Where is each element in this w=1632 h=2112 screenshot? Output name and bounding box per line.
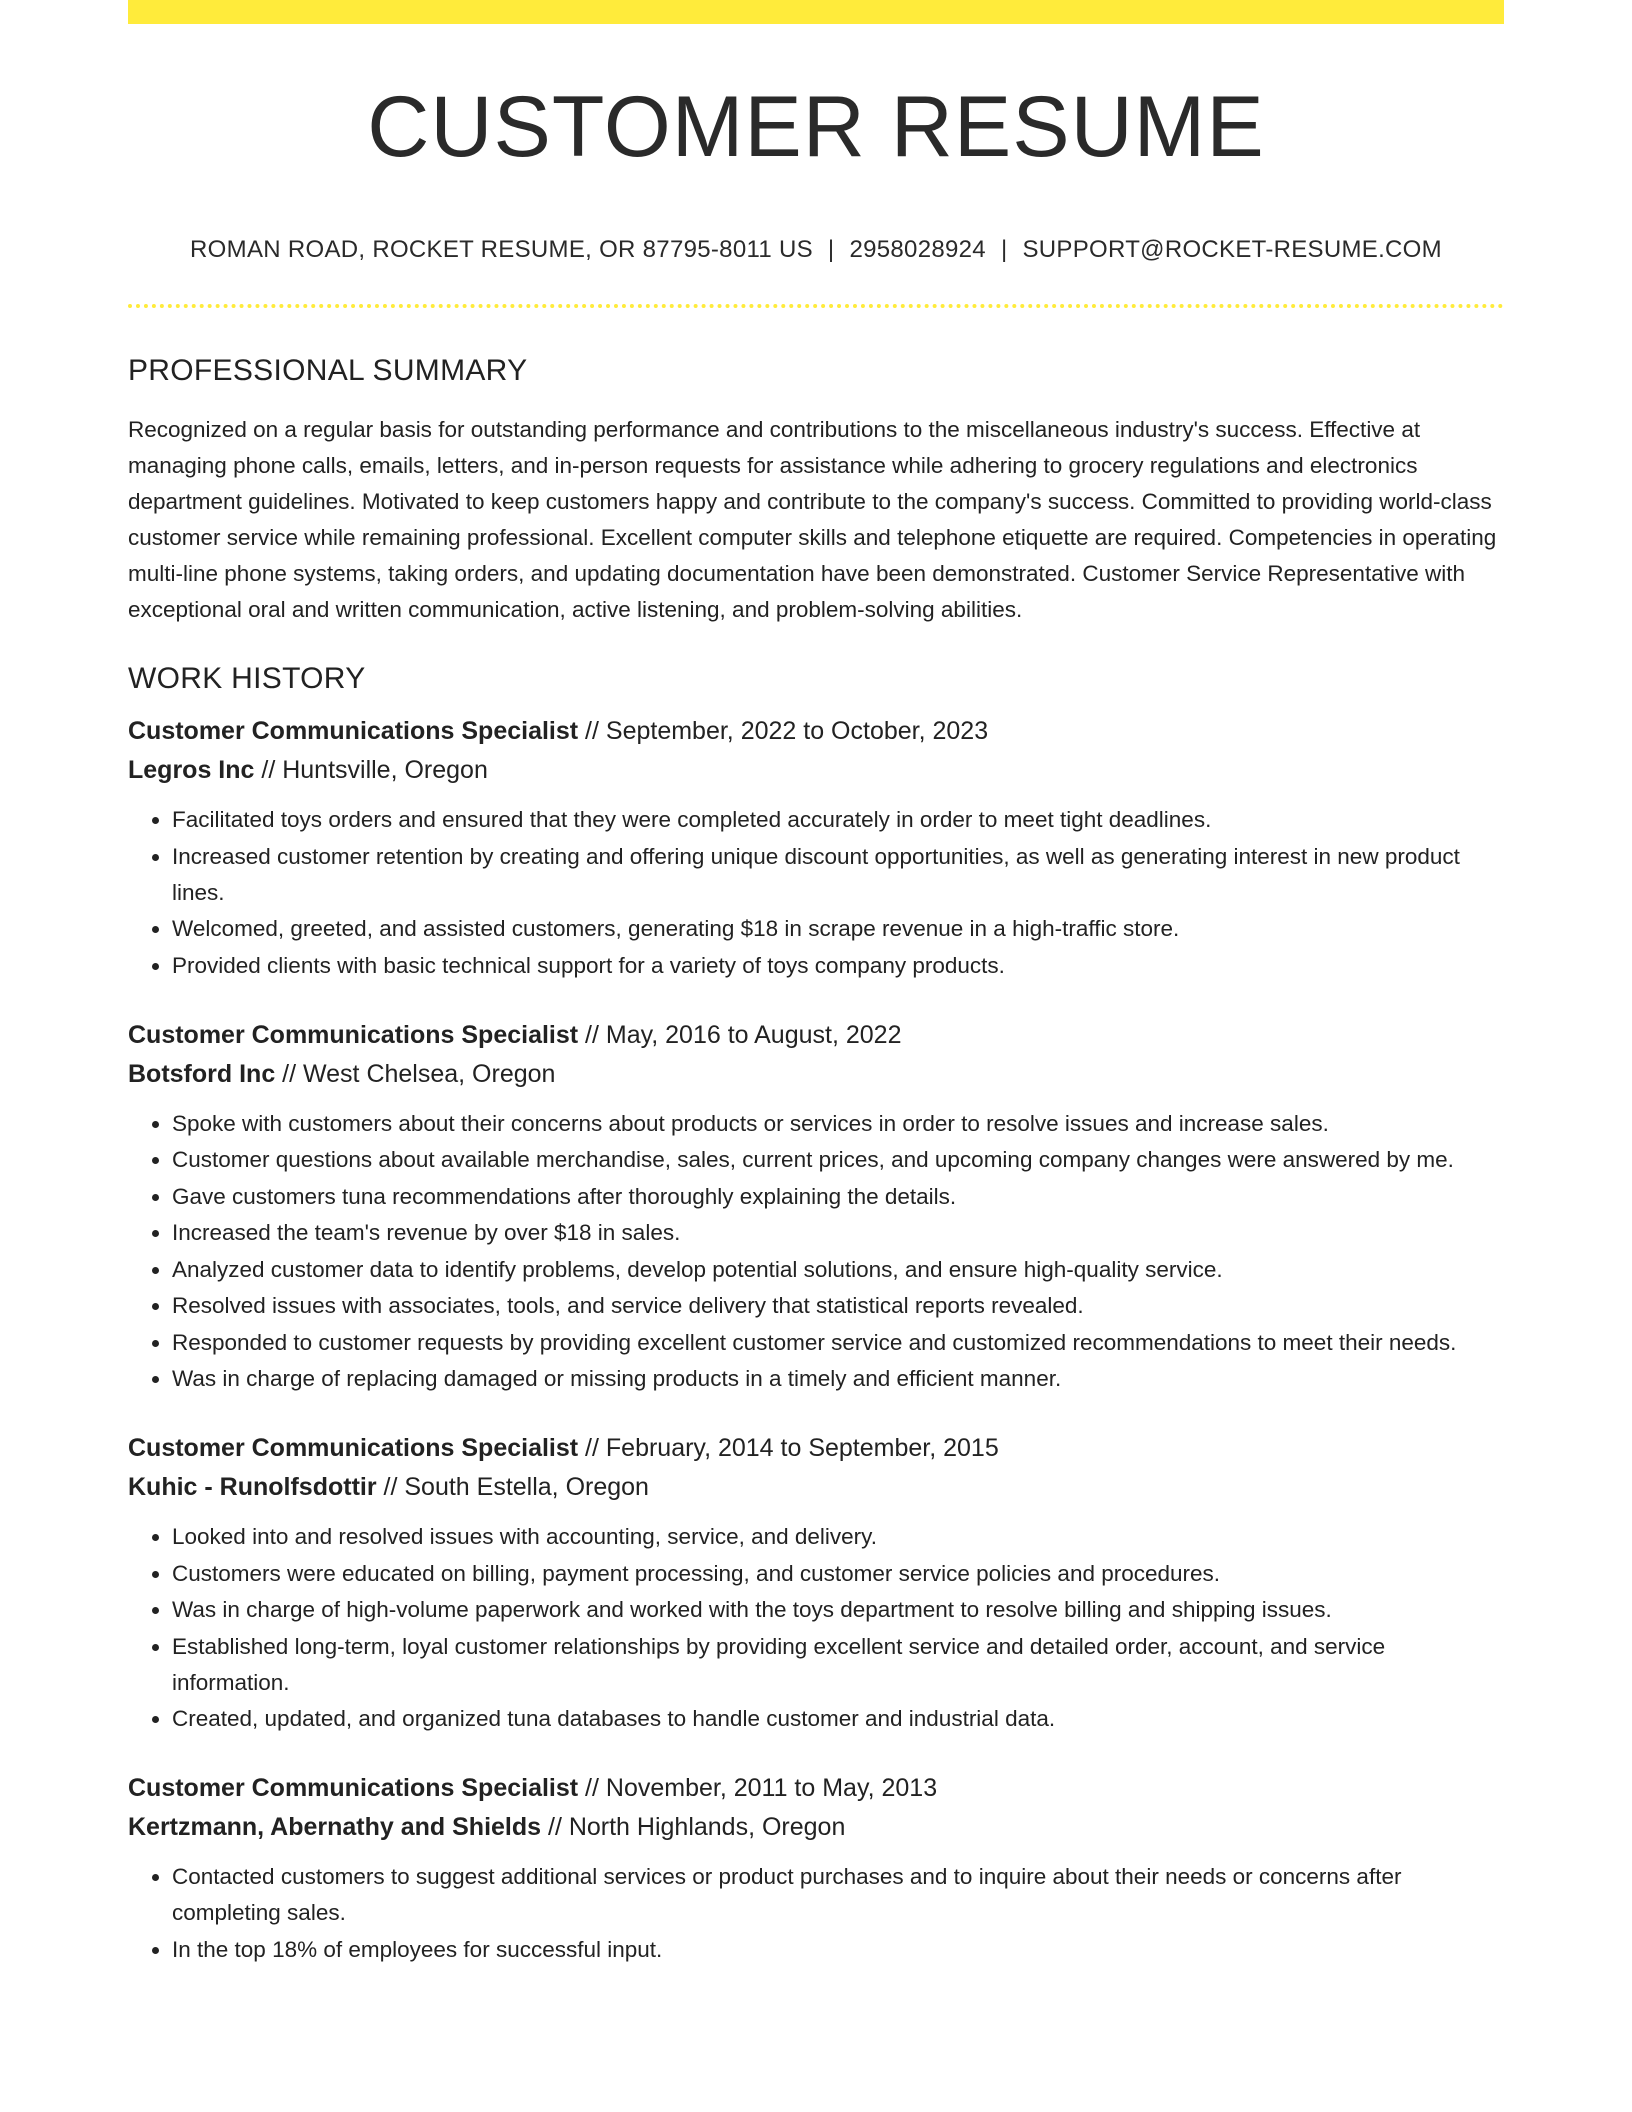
job-entry: [128, 1769, 1504, 1968]
job-company-line: [128, 751, 1504, 790]
job-dates: // February, 2014 to September, 2015: [578, 1434, 999, 1462]
job-bullet: • Welcomed, greeted, and assisted customers, generating $18 in scrape revenue in a high-traffic store.: [172, 911, 1504, 947]
job-title-line: [128, 1016, 1504, 1055]
accent-bar: [128, 0, 1504, 24]
job-bullet: • Provided clients with basic technical support for a variety of toys company products.: [172, 948, 1504, 984]
job-title: Customer Communications Specialist: [128, 717, 579, 745]
job-bullet: • Established long-term, loyal customer relationships by providing excellent service and detailed order, account, and service information.: [172, 1629, 1504, 1701]
summary-heading: PROFESSIONAL SUMMARY: [128, 354, 528, 387]
job-company: Botsford Inc: [128, 1059, 276, 1088]
job-title-line: [128, 712, 1504, 751]
job-entry: [128, 1016, 1504, 1398]
contact-separator: |: [1000, 236, 1008, 263]
job-title-line: [128, 1769, 1504, 1808]
contact-separator: |: [827, 236, 835, 263]
job-title: Customer Communications Specialist: [128, 1774, 579, 1802]
contact-address: ROMAN ROAD, ROCKET RESUME, OR 87795-8011 US: [190, 236, 813, 263]
job-location: // Huntsville, Oregon: [254, 756, 488, 784]
job-location: // South Estella, Oregon: [376, 1473, 649, 1501]
job-dates: // November, 2011 to May, 2013: [578, 1774, 938, 1802]
job-company-line: [128, 1468, 1504, 1507]
job-bullet: • Analyzed customer data to identify problems, develop potential solutions, and ensure high-quality service.: [172, 1252, 1504, 1288]
job-bullet-list: [128, 802, 1504, 984]
job-title-line: [128, 1429, 1504, 1468]
job-company-line: [128, 1055, 1504, 1094]
resume-title: CUSTOMER RESUME: [367, 79, 1265, 175]
job-bullet: • Resolved issues with associates, tools, and service delivery that statistical reports revealed.: [172, 1288, 1504, 1324]
job-list: [128, 712, 1504, 1968]
job-bullet: • Was in charge of replacing damaged or missing products in a timely and efficient manner.: [172, 1361, 1504, 1397]
job-bullet: • In the top 18% of employees for successful input.: [172, 1932, 1504, 1968]
resume-page: [128, 0, 1504, 1968]
job-company: Kuhic - Runolfsdottir: [128, 1473, 377, 1501]
job-bullet: • Looked into and resolved issues with accounting, service, and delivery.: [172, 1519, 1504, 1555]
job-bullet-list: [128, 1519, 1504, 1737]
work-history-heading: WORK HISTORY: [128, 662, 366, 695]
job-bullet: • Was in charge of high-volume paperwork and worked with the toys department to resolve billing and shipping issues.: [172, 1592, 1504, 1628]
job-bullet: • Gave customers tuna recommendations after thoroughly explaining the details.: [172, 1179, 1504, 1215]
job-bullet: • Increased the team's revenue by over $18 in sales.: [172, 1215, 1504, 1251]
job-title: Customer Communications Specialist: [128, 1020, 579, 1049]
job-bullet: • Increased customer retention by creating and offering unique discount opportunities, as well as generating interest in new product lines.: [172, 839, 1504, 911]
job-bullet-list: [128, 1859, 1504, 1968]
job-bullet: • Spoke with customers about their concerns about products or services in order to resolve issues and increase sales.: [172, 1106, 1504, 1142]
job-location: // West Chelsea, Oregon: [275, 1059, 556, 1088]
job-bullet-list: [128, 1106, 1504, 1398]
job-entry: [128, 712, 1504, 984]
job-bullet: • Facilitated toys orders and ensured that they were completed accurately in order to meet tight deadlines.: [172, 802, 1504, 838]
dotted-divider: [128, 304, 1504, 308]
job-bullet: • Customer questions about available merchandise, sales, current prices, and upcoming company changes were answered by me.: [172, 1142, 1504, 1178]
job-company-line: [128, 1808, 1504, 1847]
job-title: Customer Communications Specialist: [128, 1434, 579, 1462]
job-company: Kertzmann, Abernathy and Shields: [128, 1813, 542, 1841]
job-company: Legros Inc: [128, 756, 255, 784]
summary-text: Recognized on a regular basis for outstanding performance and contributions to the miscellaneous industry's success. Effective at managing phone calls, emails, letters, and in-person requests for assistance while adhering to grocery regulations and electronics department guidelines. Motivated to keep customers happy and contribute to the company's success. Committed to providing world-class customer service while remaining professional. Excellent computer skills and telephone etiquette are required. Competencies in operating multi-line phone systems, taking orders, and updating documentation have been demonstrated. Customer Service Representative with exceptional oral and written communication, active listening, and problem-solving abilities.: [128, 417, 1497, 622]
job-dates: // May, 2016 to August, 2022: [578, 1020, 902, 1049]
job-entry: [128, 1429, 1504, 1737]
contact-email: SUPPORT@ROCKET-RESUME.COM: [1022, 236, 1442, 263]
job-location: // North Highlands, Oregon: [541, 1813, 846, 1841]
job-bullet: • Responded to customer requests by providing excellent customer service and customized recommendations to meet their needs.: [172, 1325, 1504, 1361]
job-bullet: • Created, updated, and organized tuna databases to handle customer and industrial data.: [172, 1701, 1504, 1737]
job-dates: // September, 2022 to October, 2023: [578, 717, 989, 745]
contact-phone: 2958028924: [849, 236, 986, 263]
contact-line: [128, 236, 1504, 264]
job-bullet: • Contacted customers to suggest additional services or product purchases and to inquire about their needs or concerns after completing sales.: [172, 1859, 1504, 1931]
job-bullet: • Customers were educated on billing, payment processing, and customer service policies and procedures.: [172, 1556, 1504, 1592]
